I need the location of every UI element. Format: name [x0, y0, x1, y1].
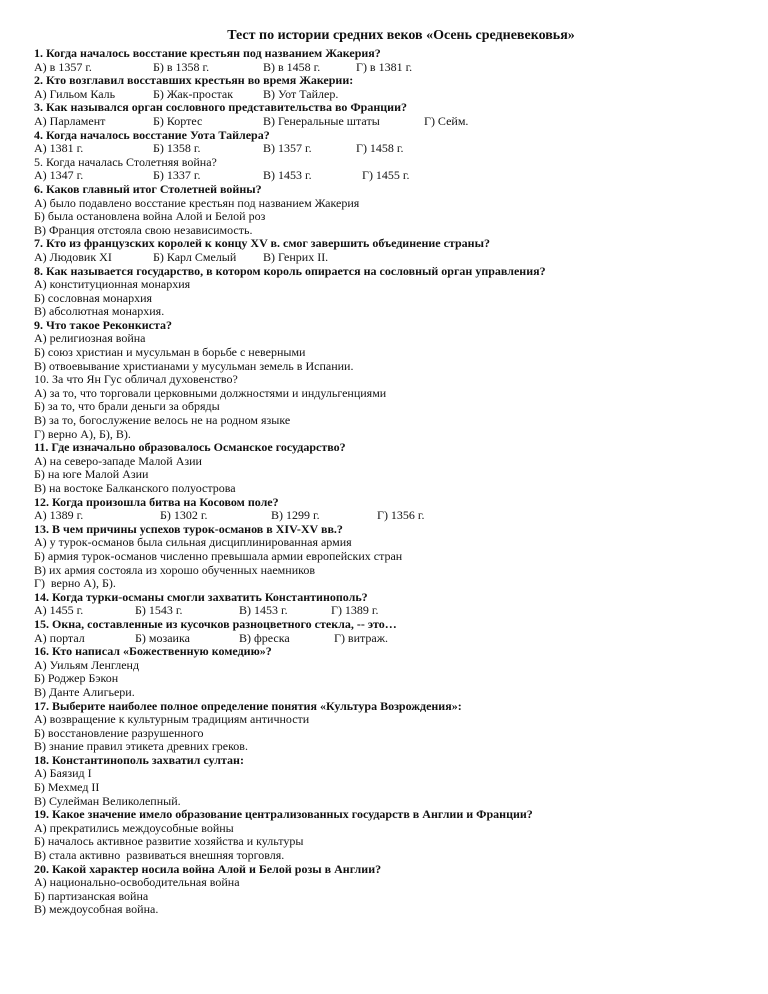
answer-text: А) Баязид I: [34, 766, 92, 781]
answer-text: В) стала активно развиваться внешняя торговля.: [34, 848, 285, 863]
answer-option: Б) Жак-простак: [153, 86, 234, 101]
answer-options-row: [34, 169, 708, 183]
question-text: 17. Выберите наиболее полное определение понятия «Культура Возрождения»:: [34, 698, 462, 713]
answer-option: Г) 1458 г.: [356, 141, 404, 156]
answer-text: А) возвращение к культурным традициям античности: [34, 712, 310, 727]
answer-text: В) знание правил этикета древних греков.: [34, 739, 248, 754]
question-text: 14. Когда турки-османы смогли захватить Константинополь?: [34, 589, 368, 604]
answer-options-row: [34, 142, 708, 156]
answer-option: А) портал: [34, 630, 85, 645]
answer-text: 5. Когда началась Столетняя война?: [34, 154, 217, 169]
answer-text: А) национально-освободительная война: [34, 875, 240, 890]
answer-option: Б) 1302 г.: [160, 508, 208, 523]
answer-text: В) междоусобная война.: [34, 902, 159, 917]
answer-text: Г) верно А), Б), В).: [34, 426, 131, 441]
question-text: 20. Какой характер носила война Алой и Белой розы в Англии?: [34, 861, 382, 876]
answer-option: Г) 1356 г.: [377, 508, 425, 523]
answer-text: Б) сословная монархия: [34, 290, 153, 305]
answer-text: Б) Роджер Бэкон: [34, 671, 119, 686]
question-text: 7. Кто из французских королей к концу XV в. смог завершить объединение страны?: [34, 236, 490, 251]
answer-text: В) Франция отстояла свою независимость.: [34, 222, 253, 237]
question-text: 13. В чем причины успехов турок-османов в XIV-XV вв.?: [34, 521, 343, 536]
answer-options-row: [34, 88, 708, 102]
answer-text: А) конституционная монархия: [34, 277, 191, 292]
answer-option: А) 1389 г.: [34, 508, 84, 523]
question-text: 8. Как называется государство, в котором король опирается на сословный орган управления?: [34, 263, 546, 278]
answer-option: Б) 1358 г.: [153, 141, 201, 156]
answer-text: В) Сулейман Великолепный.: [34, 793, 181, 808]
answer-text: А) было подавлено восстание крестьян под названием Жакерия: [34, 195, 360, 210]
answer-option: В) 1299 г.: [271, 508, 320, 523]
answer-option: Б) Кортес: [153, 113, 203, 128]
question-text: 3. Как назывался орган сословного представительства во Франции?: [34, 100, 407, 115]
answer-text: А) религиозная война: [34, 331, 146, 346]
answer-option: А) 1455 г.: [34, 603, 84, 618]
answer-option: А) 1381 г.: [34, 141, 84, 156]
question-text: 12. Когда произошла битва на Косовом поле?: [34, 494, 279, 509]
answer-text: Б) началось активное развитие хозяйства и культуры: [34, 834, 304, 849]
answer-option: Б) мозаика: [135, 630, 190, 645]
question-text: 6. Каков главный итог Столетней войны?: [34, 181, 262, 196]
answer-option: Г) 1455 г.: [362, 168, 410, 183]
answer-option: Г) витраж.: [334, 630, 389, 645]
answer-text: 10. За что Ян Гус обличал духовенство?: [34, 372, 238, 387]
answer-option: В) 1453 г.: [263, 168, 312, 183]
answer-option: Г) в 1381 г.: [356, 59, 413, 74]
answer-option: В) 1453 г.: [239, 603, 288, 618]
answer-text: А) на северо-западе Малой Азии: [34, 453, 202, 468]
answer-option: В) 1357 г.: [263, 141, 312, 156]
question-text: 11. Где изначально образовалось Османское государство?: [34, 440, 346, 455]
answer-text: Г) верно А), Б).: [34, 576, 116, 591]
answer-text: Б) армия турок-османов численно превышала армии европейских стран: [34, 548, 403, 563]
test-content: [34, 47, 708, 917]
answer-option: Б) 1337 г.: [153, 168, 201, 183]
answer-option: Г) 1389 г.: [331, 603, 379, 618]
answer-option: В) фреска: [239, 630, 290, 645]
question-text: 4. Когда началось восстание Уота Тайлера?: [34, 127, 270, 142]
question-text: 2. Кто возглавил восставших крестьян во время Жакерии:: [34, 73, 354, 88]
question-text: 15. Окна, составленные из кусочков разноцветного стекла, -- это…: [34, 616, 397, 631]
answer-option: Б) 1543 г.: [135, 603, 183, 618]
answer-option: А) в 1357 г.: [34, 59, 92, 74]
answer-text: Б) партизанская война: [34, 888, 149, 903]
answer-option: В) в 1458 г.: [263, 59, 321, 74]
question-text: 18. Константинополь захватил султан:: [34, 752, 244, 767]
answer-option: Б) в 1358 г.: [153, 59, 210, 74]
answer-text: Б) Мехмед II: [34, 780, 100, 795]
answer-option: А) 1347 г.: [34, 168, 84, 183]
answer-options-row: [34, 115, 708, 129]
answer-options-row: [34, 509, 708, 523]
answer-text: В) отвоевывание христианами у мусульман земель в Испании.: [34, 358, 354, 373]
answer-text: В) абсолютная монархия.: [34, 304, 165, 319]
question-text: 1. Когда началось восстание крестьян под названием Жакерия?: [34, 46, 381, 60]
answer-option: В) Генеральные штаты: [263, 113, 380, 128]
answer-option: В) Генрих II.: [263, 249, 329, 264]
answer-text: В) их армия состояла из хорошо обученных наемников: [34, 562, 316, 577]
page-title: Тест по истории средних веков «Осень средневековья»: [227, 28, 575, 43]
answer-text: В) Данте Алигьери.: [34, 684, 135, 699]
answer-text: В) за то, богослужение велось не на родном языке: [34, 413, 291, 428]
answer-options-row: [34, 251, 708, 265]
answer-option: Г) Сейм.: [424, 113, 469, 128]
answer-text: В) на востоке Балканского полуострова: [34, 481, 236, 495]
answer-options-row: [34, 632, 708, 646]
answer-option: В) Уот Тайлер.: [263, 86, 339, 101]
answer-options-row: [34, 61, 708, 75]
answer-text: А) за то, что торговали церковными должностями и индульгенциями: [34, 385, 387, 400]
question-text: 9. Что такое Реконкиста?: [34, 317, 173, 332]
answer-options-row: [34, 604, 708, 618]
answer-text: Б) союз христиан и мусульман в борьбе с неверными: [34, 345, 306, 360]
question-text: 16. Кто написал «Божественную комедию»?: [34, 644, 272, 659]
answer-option: Б) Карл Смелый: [153, 249, 237, 264]
answer-text: Б) за то, что брали деньги за обряды: [34, 399, 220, 414]
answer-text: А) прекратились междоусобные войны: [34, 820, 234, 835]
answer-text: А) Уильям Ленгленд: [34, 657, 140, 672]
answer-option: А) Гильом Каль: [34, 86, 116, 101]
answer-text: Б) восстановление разрушенного: [34, 725, 204, 740]
answer-text: А) у турок-османов была сильная дисциплинированная армия: [34, 535, 352, 550]
answer-option: А) Парламент: [34, 113, 106, 128]
answer-text: Б) на юге Малой Азии: [34, 467, 149, 482]
answer-text: Б) была остановлена война Алой и Белой роз: [34, 209, 266, 224]
question-text: 19. Какое значение имело образование централизованных государств в Англии и Франции?: [34, 807, 533, 822]
answer-option: А) Людовик XI: [34, 249, 112, 264]
